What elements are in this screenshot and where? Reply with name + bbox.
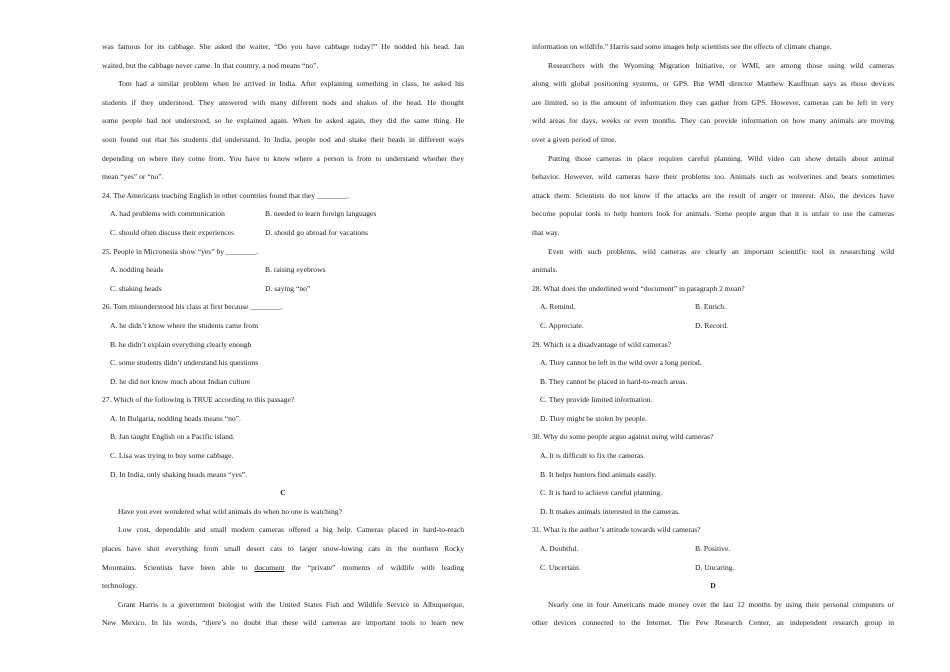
option-c[interactable]: C. Lisa was trying to buy some cabbage. — [110, 451, 234, 461]
question-28-options-cd — [532, 317, 894, 336]
text-line: Low cost, dependable and small modern cameras offered a big help. Cameras placed in hard-to-reach — [118, 525, 464, 535]
option-a[interactable]: A. nodding heads — [110, 265, 164, 275]
left-column — [102, 38, 464, 633]
option-c[interactable]: C. Appreciate. — [540, 320, 584, 330]
text-line: Researchers with the Wyoming Migration Initiative, or WMI, are among those using wild cameras — [548, 60, 894, 70]
text-line-with-underline — [102, 559, 464, 578]
text-line: places have shot everything from small desert cats to larger snow-lowing cats in the northern Rocky — [102, 544, 464, 554]
option-c[interactable]: C. It is hard to achieve careful planning. — [540, 488, 663, 498]
question-29-stem: 29. Which is a disadvantage of wild cameras? — [532, 339, 672, 349]
question-28-options-ab — [532, 298, 894, 317]
text-line: Tom had a similar problem when he arrived in India. After explaining something in class, he asked his — [118, 79, 464, 89]
text-line: are limited, so is the amount of information they can gather from GPS. However, cameras can be left in very — [532, 97, 894, 107]
option-b[interactable]: B. It helps hunters find animals easily. — [540, 469, 657, 479]
text-line: mean “yes” or “no”. — [102, 172, 164, 182]
text-line: over a given period of time. — [532, 134, 617, 144]
option-a[interactable]: A. Doubtful. — [540, 544, 579, 554]
text-line: New Mexico. In his words, “there’s no doubt that these wild cameras are important tools to learn new — [102, 618, 464, 628]
option-c[interactable]: C. some students didn’t understand his questions — [110, 358, 259, 368]
question-30-stem: 30. Why do some people argue against using wild cameras? — [532, 432, 714, 442]
option-b[interactable]: B. raising eyebrows — [265, 265, 326, 275]
text-line: Putting those cameras in place requires careful planning. Wild video can show details about animal — [548, 153, 894, 163]
question-24-options-ab — [102, 205, 464, 224]
question-31-options-cd — [532, 559, 894, 578]
text-line: Grant Harris is a government biologist with the United States Fish and Wildlife Service in Albuquerque, — [118, 599, 464, 609]
question-31-options-ab — [532, 540, 894, 559]
question-24-stem: 24. The Americans teaching English in other countries found that they ________. — [102, 190, 350, 200]
question-25-options-cd — [102, 280, 464, 299]
option-d[interactable]: D. he did not know much about Indian culture — [110, 376, 251, 386]
option-b[interactable]: B. They cannot be placed in hard-to-reach areas. — [540, 376, 688, 386]
text-line: Nearly one in four Americans made money over the last 12 months by using their personal computers or — [548, 599, 894, 609]
option-d[interactable]: D. saying “no” — [265, 283, 311, 293]
section-heading-c: C — [280, 488, 286, 498]
option-a[interactable]: A. In Bulgaria, nodding heads means “no”. — [110, 413, 241, 423]
text-line: information on wildlife.” Harris said some images help scientists see the effects of climate change. — [532, 42, 832, 51]
option-b[interactable]: B. Enrich. — [695, 302, 727, 312]
text-line: some people had not understood, so he explained again. When he asked again, they did the same thing. He — [102, 116, 464, 126]
text-line: waited, but the cabbage never came. In that country, a nod means “no”. — [102, 60, 319, 70]
text-line: that way. — [532, 227, 560, 237]
option-a[interactable]: A. They cannot be left in the wild over a long period. — [540, 358, 702, 368]
option-b[interactable]: B. Positive. — [695, 544, 731, 554]
option-c[interactable]: C. shaking heads — [110, 283, 162, 293]
text-line: behavior. However, wild cameras have their problems too. Animals such as wolverines and bears sometimes — [532, 172, 894, 182]
question-25-stem: 25. People in Micronesia show “yes” by ________. — [102, 246, 259, 256]
option-d[interactable]: D. They might be stolen by people. — [540, 413, 647, 423]
text-line: Even with such problems, wild cameras are clearly an important scientific tool in researching wild — [548, 246, 894, 256]
option-a[interactable]: A. he didn’t know where the students came from — [110, 320, 259, 330]
text-line: depending on where they come from. You have to know where a person is from to understand whether they — [102, 153, 464, 163]
text-line: animals. — [532, 265, 558, 275]
option-c[interactable]: C. should often discuss their experiences — [110, 227, 235, 237]
option-d[interactable]: D. In India, only shaking heads means “yes”. — [110, 469, 248, 479]
option-a[interactable]: A. It is difficult to fix the cameras. — [540, 451, 646, 461]
text-line: wild areas for days, weeks or even months. They can provide information on how many animals are moving — [532, 116, 894, 126]
option-b[interactable]: B. needed to learn foreign languages — [265, 209, 377, 219]
question-28-stem: 28. What does the underlined word “document” in paragraph 2 mean? — [532, 283, 745, 293]
text-line: technology. — [102, 581, 138, 591]
text-line: attack them. Scientists do not know if the attacks are the result of anger or interest. Also, the devices have — [532, 190, 894, 200]
question-25-options-ab — [102, 261, 464, 280]
option-d[interactable]: D. should go abroad for vacations — [265, 227, 368, 237]
option-a[interactable]: A. had problems with communication — [110, 209, 225, 219]
question-27-stem: 27. Which of the following is TRUE according to this passage? — [102, 395, 295, 405]
text-segment: Mountains. Scientists have been able to — [102, 562, 255, 572]
text-line: soon found out that his students did understand. In India, people nod and shake their heads in different ways — [102, 134, 464, 144]
text-segment: the “private” moments of wildlife with leading — [284, 562, 464, 572]
text-line: become popular tools to help hunters look for animals. Some people argue that it is unfair to use the cameras — [532, 209, 894, 219]
option-d[interactable]: D. Record. — [695, 320, 729, 330]
question-31-stem: 31. What is the author’s attitude towards wild cameras? — [532, 525, 701, 535]
text-line: other devices connected to the Internet. The Pew Research Center, an independent research group in — [532, 618, 894, 628]
right-column — [532, 38, 894, 633]
text-line: Have you ever wondered what wild animals do when no one is watching? — [118, 506, 342, 516]
option-b[interactable]: B. Jan taught English on a Pacific island. — [110, 432, 235, 442]
option-a[interactable]: A. Remind. — [540, 302, 576, 312]
option-d[interactable]: D. It makes animals interested in the cameras. — [540, 506, 680, 516]
option-c[interactable]: C. Uncertain. — [540, 562, 581, 572]
text-line: students if they understood. They answered with many different nods and shakes of the head. He thought — [102, 97, 464, 107]
text-line: along with global positioning systems, or GPS. But WMI director Matthew Kauffman says as those devices — [532, 79, 894, 89]
option-d[interactable]: D. Uncaring. — [695, 562, 735, 572]
underlined-word-document: document — [254, 562, 285, 572]
option-b[interactable]: B. he didn’t explain everything clearly enough — [110, 339, 252, 349]
section-heading-d: D — [710, 581, 716, 591]
question-26-stem: 26. Tom misunderstood his class at first because ________. — [102, 302, 283, 312]
text-line: was famous for its cabbage. She asked the waiter, “Do you have cabbage today?” He nodded his head. Jan — [102, 42, 464, 51]
option-c[interactable]: C. They provide limited information. — [540, 395, 653, 405]
question-24-options-cd — [102, 224, 464, 243]
